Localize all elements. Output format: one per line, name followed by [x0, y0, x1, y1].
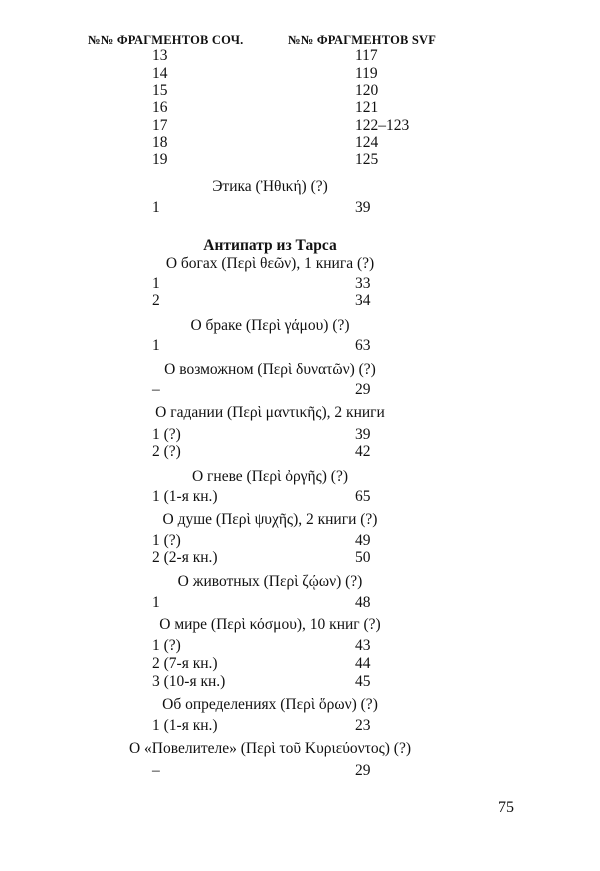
svf-number: 50 — [355, 549, 371, 566]
fragment-number: 2 — [152, 292, 160, 309]
svf-number: 44 — [355, 655, 371, 672]
svf-number: 122–123 — [355, 117, 410, 134]
fragment-number: 18 — [152, 134, 168, 151]
svf-number: 124 — [355, 134, 379, 151]
work-title: О гадании (Περὶ μαντικῆς), 2 книги — [155, 404, 385, 421]
fragment-number: 1 (1-я кн.) — [152, 717, 218, 734]
fragment-number: 1 — [152, 199, 160, 216]
svf-number: 33 — [355, 275, 371, 292]
fragment-number: 19 — [152, 151, 168, 168]
work-title: О браке (Περὶ γάμου) (?) — [190, 317, 350, 334]
fragment-number: 15 — [152, 82, 168, 99]
fragment-number: 1 (?) — [152, 532, 181, 549]
work-title: О мире (Περὶ κόσμου), 10 книг (?) — [159, 616, 381, 633]
svf-number: 119 — [355, 65, 378, 82]
work-title: О «Повелителе» (Περὶ τοῦ Κυριεύοντος) (?) — [128, 740, 412, 757]
author-heading: Антипатр из Тарса — [203, 237, 337, 254]
work-title: Об определениях (Περὶ ὅρων) (?) — [162, 696, 378, 713]
svf-number: 42 — [355, 443, 371, 460]
svf-number: 117 — [355, 47, 378, 64]
fragment-number: – — [152, 762, 160, 779]
svf-number: 63 — [355, 337, 371, 354]
fragment-number: 2 (7-я кн.) — [152, 655, 218, 672]
column-header-works: №№ ФРАГМЕНТОВ СОЧ. — [88, 33, 244, 47]
fragment-number: 1 — [152, 337, 160, 354]
fragment-number: 1 — [152, 594, 160, 611]
svf-number: 34 — [355, 292, 371, 309]
fragment-number: 1 (?) — [152, 637, 181, 654]
svf-number: 65 — [355, 488, 371, 505]
svf-number: 39 — [355, 426, 371, 443]
svf-number: 45 — [355, 673, 371, 690]
work-title: О гневе (Περὶ ὀργῆς) (?) — [191, 468, 349, 485]
svf-number: 29 — [355, 381, 371, 398]
fragment-number: 1 (?) — [152, 426, 181, 443]
fragment-number: 3 (10-я кн.) — [152, 673, 226, 690]
page-number: 75 — [498, 799, 514, 816]
fragment-number: 2 (?) — [152, 443, 181, 460]
fragment-number: 17 — [152, 117, 168, 134]
fragment-number: 1 — [152, 275, 160, 292]
fragment-number: 2 (2-я кн.) — [152, 549, 218, 566]
column-header-svf: №№ ФРАГМЕНТОВ SVF — [288, 33, 437, 47]
fragment-number: 13 — [152, 47, 168, 64]
svf-number: 49 — [355, 532, 371, 549]
fragment-number: 14 — [152, 65, 168, 82]
fragment-number: 16 — [152, 99, 168, 116]
work-title: Этика (Ἠθική) (?) — [212, 178, 328, 195]
svf-number: 39 — [355, 199, 371, 216]
fragment-number: – — [152, 381, 160, 398]
svf-number: 23 — [355, 717, 371, 734]
work-title: О богах (Περὶ θεῶν), 1 книга (?) — [165, 255, 375, 272]
svf-number: 120 — [355, 82, 379, 99]
svf-number: 121 — [355, 99, 379, 116]
svf-number: 48 — [355, 594, 371, 611]
work-title: О животных (Περὶ ζῴων) (?) — [177, 573, 363, 590]
svf-number: 29 — [355, 762, 371, 779]
work-title: О душе (Περὶ ψυχῆς), 2 книги (?) — [162, 511, 378, 528]
svf-number: 43 — [355, 637, 371, 654]
work-title: О возможном (Περὶ δυνατῶν) (?) — [164, 361, 376, 378]
fragment-number: 1 (1-я кн.) — [152, 488, 218, 505]
svf-number: 125 — [355, 151, 379, 168]
